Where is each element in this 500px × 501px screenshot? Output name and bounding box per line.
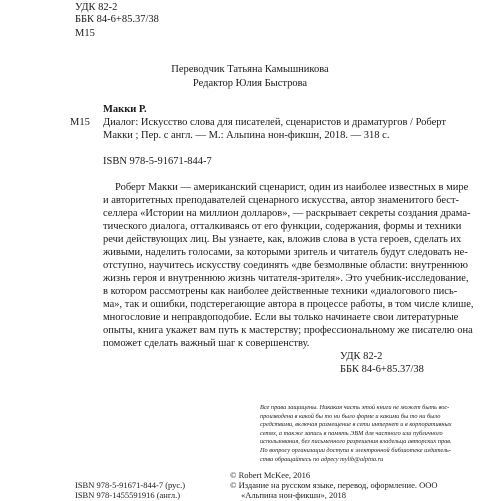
rights-notice	[260, 404, 452, 464]
annotation-line: ма», так и ошибки, подстерегающие автора в процессе работы, в том числе клише,	[103, 299, 474, 310]
udk-code-bottom: УДК 82-2	[340, 351, 383, 362]
catalog-description-line-2: Макки ; Пер. с англ. — М.: Альпина нон-фикшн, 2018. — 318 с.	[103, 130, 390, 141]
isbn-english: ISBN 978-1455591916 (англ.)	[75, 490, 181, 500]
bbk-code-bottom: ББК 84-6+85.37/38	[340, 364, 424, 375]
annotation-line: живыми, наделить голосами, за которыми зритель и читатель будут следовать не-	[103, 247, 468, 258]
rights-line: производена в какой бы то ни было форме и какими бы то ни было	[260, 412, 441, 420]
catalog-author: Макки Р.	[103, 104, 147, 115]
annotation-line: поможет сделать важный шаг к совершенству.	[103, 338, 310, 349]
bbk-code-top: ББК 84-6+85.37/38	[75, 14, 159, 25]
annotation-line: речи действующих лиц. Вы узнаете, как, вложив слова в уста героев, сделать их	[103, 234, 462, 245]
annotation-line: отступно, научитесь искусству соединять «две безмолвные области: внутреннюю	[103, 260, 468, 271]
editor-credit: Редактор Юлия Быстрова	[192, 78, 308, 89]
rights-line: использования, без письменного разрешения владельца авторских прав.	[260, 438, 452, 446]
rights-line: Все права защищены. Никакая часть этой книги не может быть вос-	[260, 404, 450, 411]
copyright-author: © Robert McKee, 2016	[230, 470, 311, 480]
annotation-line: многословие и неправдоподобие. Если вы только начинаете свои литературные	[103, 312, 459, 323]
rights-line: По вопросу организации доступа к электронной библиотеке издатель-	[260, 446, 451, 454]
annotation-line: опыты, книга укажет вам путь к мастерству; профессиональному же писателю она	[103, 325, 473, 336]
copyright-publisher-cont: «Альпина нон-фикшн», 2018	[241, 490, 347, 500]
annotation-line: в котором рассмотрены как наиболее действенные техники «диалогового пись-	[103, 286, 458, 297]
rights-line: средствами, включая размещение в сети интернет и в корпоративных	[260, 421, 452, 429]
annotation-line: Роберт Макки — американский сценарист, один из наиболее известных в мире	[115, 182, 469, 193]
udk-code-top: УДК 82-2	[75, 2, 118, 13]
annotation-line: жизнь героя и внутреннюю жизнь читателя-зрителя». Это учебник-исследование,	[103, 273, 469, 284]
isbn-russian: ISBN 978-5-91671-844-7 (рус.)	[75, 480, 186, 490]
rights-line: ства обращайтесь по адресу mylib@alpina.ru	[260, 455, 384, 463]
annotation-line: селлера «Истории на миллион долларов», — раскрывает секреты создания драма-	[103, 208, 471, 219]
annotation-line: тического диалога, отталкиваясь от его функции, содержания, формы и техники	[103, 221, 462, 232]
translator-credit: Переводчик Татьяна Камышникова	[171, 64, 329, 75]
catalog-author-sign: М15	[70, 117, 90, 128]
rights-line: сетях, а также запись в память ЭВМ для частного или публичного	[260, 429, 443, 437]
annotation-paragraph	[103, 181, 474, 350]
catalog-isbn: ISBN 978-5-91671-844-7	[103, 156, 212, 167]
author-sign-top: М15	[75, 28, 95, 39]
annotation-line: и авторитетных преподавателей сценарного искусства, автор знаменитого бест-	[103, 195, 460, 206]
catalog-description-line-1: Диалог: Искусство слова для писателей, сценаристов и драматургов / Роберт	[103, 117, 446, 128]
copyright-publisher: © Издание на русском языке, перевод, оформление. ООО	[230, 480, 438, 490]
